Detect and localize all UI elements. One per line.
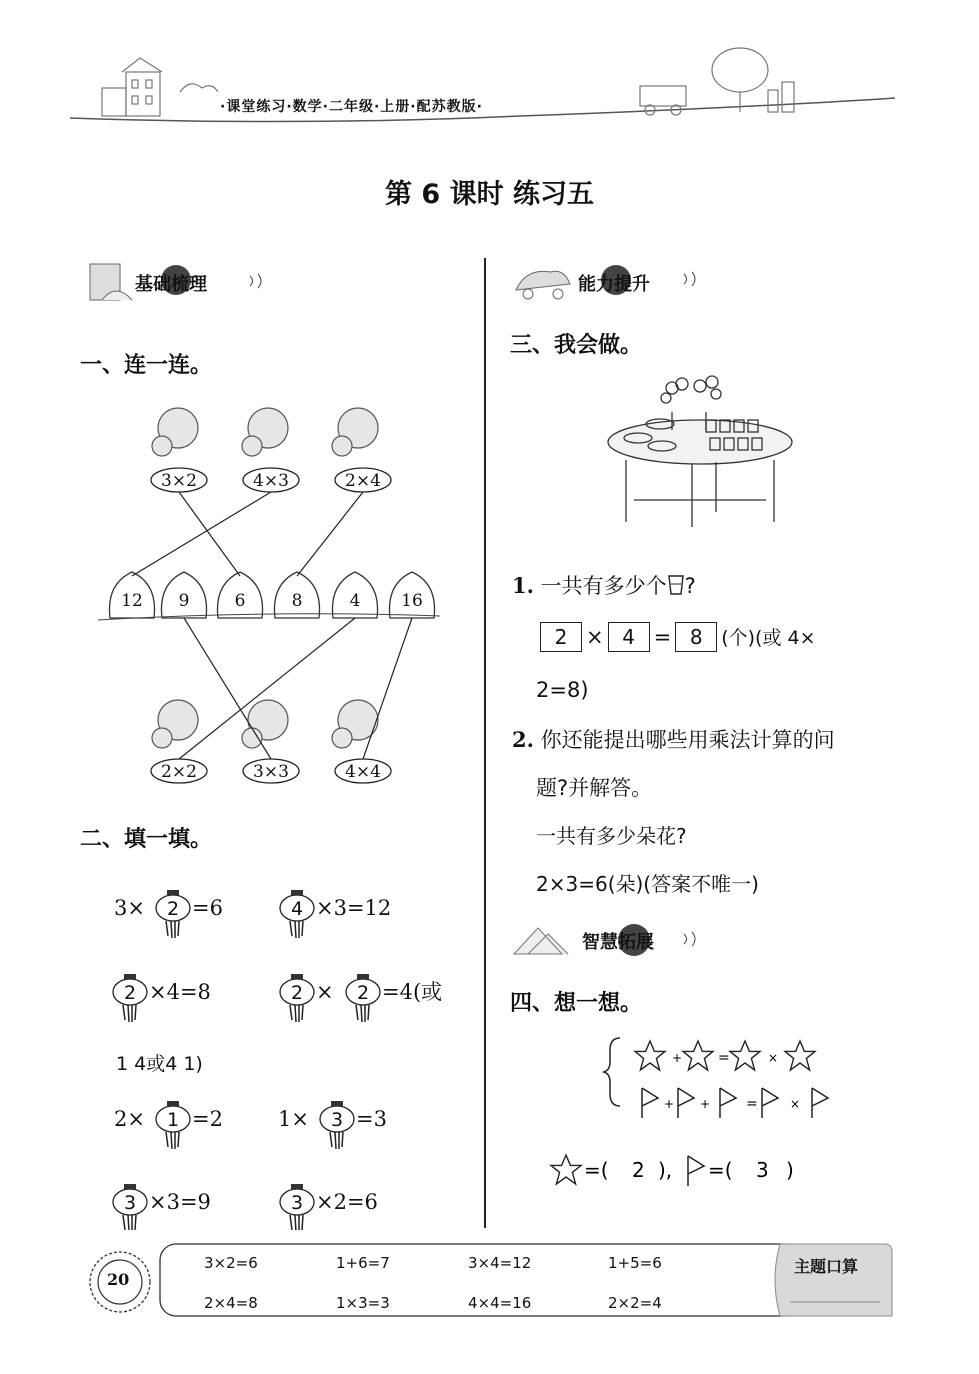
page-number: 20 (107, 1270, 130, 1289)
q3-p1-text: 一共有多少个 (540, 574, 667, 598)
oral-calc: 4×4=16 (468, 1294, 532, 1312)
peach-label: 8 (291, 591, 303, 611)
q3-p1-answer (536, 622, 816, 652)
q4-answer-line (546, 1150, 826, 1190)
section-badge-basic: 基础梳理 (135, 274, 207, 295)
flag-label: =( (708, 1158, 733, 1182)
star-icon (785, 1041, 815, 1070)
peach-label: 16 (401, 591, 423, 611)
answer-box: 2 (540, 622, 582, 652)
peach-label: 6 (234, 591, 246, 611)
matching-diagram (90, 400, 460, 800)
footer-frame (80, 1236, 900, 1326)
flag-value: 3 (756, 1158, 769, 1182)
q3-p1-number: 1. (512, 573, 534, 598)
q3-heading: 三、我会做。 (510, 333, 643, 358)
eq-text: =3 (356, 1107, 387, 1131)
eq-text: 3× (114, 896, 145, 920)
monkey-bottom-label: 2×2 (161, 762, 197, 782)
q4-heading: 四、想一想。 (510, 991, 643, 1016)
answer-value: 3 (290, 1192, 304, 1214)
q3-p2-text-1: 你还能提出哪些用乘法计算的问 (540, 728, 835, 752)
q3-p2-answer: 2×3=6(朵)(答案不唯一) (536, 872, 759, 896)
star-flag-equations (600, 1034, 850, 1130)
answer-value: 2 (166, 898, 180, 920)
answer-value: 4 (290, 898, 304, 920)
flag-icon (812, 1088, 828, 1118)
q3-p2-number: 2. (512, 727, 534, 752)
q1-heading: 一、连一连。 (80, 353, 213, 378)
eq-text: ×4=8 (149, 980, 211, 1004)
houses-illustration (102, 58, 218, 116)
answer-value: 2 (290, 982, 304, 1004)
answer-value: 1 (166, 1109, 180, 1131)
q3-p2 (512, 724, 835, 754)
monkey-top-label: 4×3 (253, 471, 289, 491)
times-sign: × (768, 1051, 779, 1065)
times-sign: × (586, 625, 604, 649)
fill-in-area (100, 870, 480, 1230)
plus-sign: + (672, 1051, 683, 1065)
q3-p2-question: 一共有多少朵花? (536, 824, 687, 848)
eq-text: ×3=12 (316, 896, 392, 920)
plus-sign: + (664, 1097, 675, 1111)
star-value: 2 (632, 1158, 645, 1182)
equals-sign: = (746, 1096, 758, 1112)
answer-box: 8 (675, 622, 717, 652)
eq-text: =6 (192, 896, 223, 920)
oral-calc: 3×4=12 (468, 1254, 532, 1272)
oral-calc: 2×2=4 (608, 1294, 662, 1312)
star-icon (551, 1155, 581, 1184)
answer-tail: (个)(或 4× (721, 627, 816, 649)
flag-icon (762, 1088, 778, 1118)
answer-tail-2: 2=8) (536, 678, 589, 702)
q3-p1 (512, 570, 696, 600)
times-sign: × (790, 1097, 801, 1111)
answer-value: 3 (123, 1192, 137, 1214)
peach-label: 12 (121, 591, 143, 611)
peach-icon (109, 572, 434, 618)
eq-text: =2 (192, 1107, 223, 1131)
section-badge-ability: 能力提升 (578, 274, 650, 295)
peach-label: 4 (349, 591, 361, 611)
star-icon (730, 1041, 760, 1070)
oral-calc: 1+6=7 (336, 1254, 390, 1272)
answer-note: 1 4或4 1) (116, 1053, 203, 1075)
flag-icon (688, 1156, 704, 1186)
answer-value: 2 (123, 982, 137, 1004)
column-divider (484, 258, 486, 1228)
q2-heading: 二、填一填。 (80, 827, 213, 852)
flag-icon (642, 1088, 658, 1118)
q3-p1-question-mark: ? (684, 574, 696, 598)
glass-icon (667, 574, 685, 596)
plus-sign: + (700, 1097, 711, 1111)
eq-text: ×2=6 (316, 1190, 378, 1214)
footer-title: 主题口算 (794, 1257, 859, 1276)
eq-text: 2× (114, 1107, 145, 1131)
answer-box: 4 (608, 622, 650, 652)
eq-text: ×3=9 (149, 1190, 211, 1214)
oral-calc: 3×2=6 (204, 1254, 258, 1272)
eq-text: =4(或 (382, 980, 443, 1004)
close-paren: ) (786, 1158, 794, 1182)
table-illustration (600, 372, 800, 542)
flag-icon (720, 1088, 736, 1118)
eq-text: × (316, 980, 334, 1004)
peach-label: 9 (178, 591, 190, 611)
answer-value: 2 (356, 982, 370, 1004)
answer-value: 3 (330, 1109, 344, 1131)
monkey-bottom-label: 4×4 (345, 762, 381, 782)
equals-sign: = (718, 1050, 730, 1066)
star-label: =( (584, 1158, 609, 1182)
flag-icon (678, 1088, 694, 1118)
monkey-bottom-label: 3×3 (253, 762, 289, 782)
separator: ), (658, 1158, 673, 1182)
monkey-top-label: 3×2 (161, 471, 197, 491)
section-badge-wisdom: 智慧拓展 (582, 932, 654, 953)
q3-p2-text-2: 题?并解答。 (536, 776, 653, 800)
equals-sign: = (653, 625, 672, 649)
eq-text: 1× (278, 1107, 309, 1131)
monkey-icon (152, 408, 378, 456)
oral-calc: 2×4=8 (204, 1294, 258, 1312)
star-icon (683, 1041, 713, 1070)
oral-calc: 1+5=6 (608, 1254, 662, 1272)
star-icon (635, 1041, 665, 1070)
monkey-top-label: 2×4 (345, 471, 381, 491)
series-title: ·课堂练习·数学·二年级·上册·配苏教版· (220, 99, 483, 115)
header-decoration (0, 0, 979, 140)
oral-calc: 1×3=3 (336, 1294, 390, 1312)
lesson-title: 第 6 课时 练习五 (385, 179, 594, 210)
